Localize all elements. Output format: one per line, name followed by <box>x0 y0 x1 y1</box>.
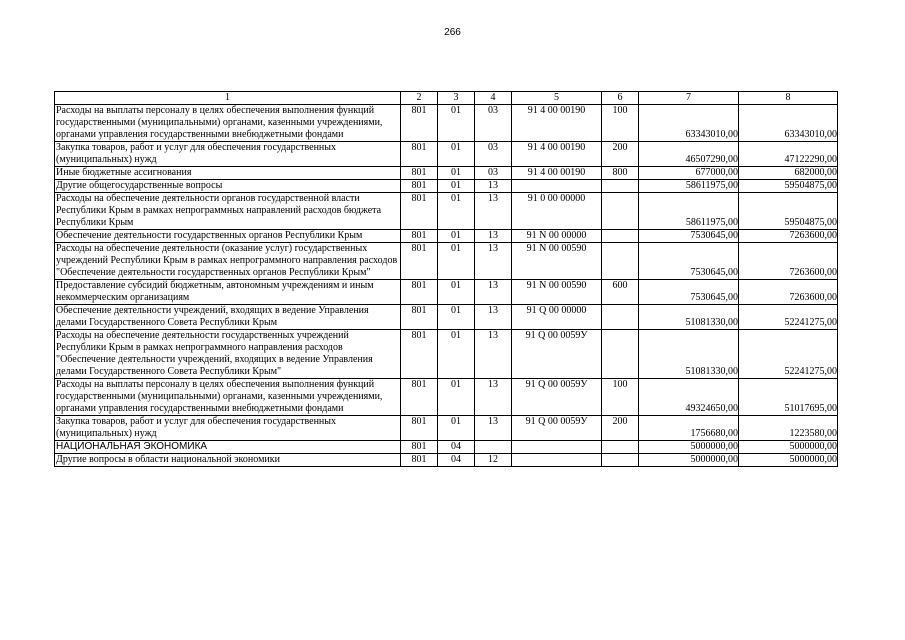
row-expense-type: 100 <box>602 105 639 142</box>
row-target-article: 91 Q 00 00000 <box>512 305 602 330</box>
row-expense-type <box>602 454 639 467</box>
row-section: 04 <box>438 454 475 467</box>
row-amount-year2: 7263600,00 <box>739 280 838 305</box>
row-target-article: 91 4 00 00190 <box>512 105 602 142</box>
table-row <box>55 441 838 454</box>
row-subsection: 03 <box>475 142 512 167</box>
table-row <box>55 105 838 142</box>
row-subsection <box>475 441 512 454</box>
row-name: НАЦИОНАЛЬНАЯ ЭКОНОМИКА <box>55 441 401 454</box>
table-row <box>55 416 838 441</box>
row-target-article: 91 Q 00 0059У <box>512 330 602 379</box>
column-header: 2 <box>401 92 438 105</box>
row-name: Предоставление субсидий бюджетным, автономным учреждениям и иным некоммерческим организациям <box>55 280 401 305</box>
column-header: 6 <box>602 92 639 105</box>
row-amount-year1: 63343010,00 <box>639 105 739 142</box>
row-expense-type: 200 <box>602 142 639 167</box>
row-amount-year1: 51081330,00 <box>639 330 739 379</box>
row-amount-year1: 49324650,00 <box>639 379 739 416</box>
table-row <box>55 243 838 280</box>
row-expense-type <box>602 330 639 379</box>
row-section: 01 <box>438 105 475 142</box>
row-name: Закупка товаров, работ и услуг для обеспечения государственных (муниципальных) нужд <box>55 142 401 167</box>
row-amount-year2: 51017695,00 <box>739 379 838 416</box>
column-header: 1 <box>55 92 401 105</box>
table-row <box>55 142 838 167</box>
row-expense-type <box>602 193 639 230</box>
page-number: 266 <box>444 27 461 38</box>
row-target-article: 91 N 00 00000 <box>512 230 602 243</box>
table-row <box>55 167 838 180</box>
row-amount-year2: 47122290,00 <box>739 142 838 167</box>
table-row <box>55 454 838 467</box>
row-section: 01 <box>438 142 475 167</box>
row-ved: 801 <box>401 230 438 243</box>
column-header: 4 <box>475 92 512 105</box>
row-target-article <box>512 441 602 454</box>
row-section: 01 <box>438 379 475 416</box>
row-amount-year2: 682000,00 <box>739 167 838 180</box>
row-subsection: 13 <box>475 416 512 441</box>
row-subsection: 13 <box>475 193 512 230</box>
row-section: 01 <box>438 416 475 441</box>
table-row <box>55 280 838 305</box>
row-target-article: 91 0 00 00000 <box>512 193 602 230</box>
row-ved: 801 <box>401 167 438 180</box>
row-amount-year2: 5000000,00 <box>739 454 838 467</box>
row-amount-year2: 7263600,00 <box>739 243 838 280</box>
row-ved: 801 <box>401 379 438 416</box>
row-subsection: 03 <box>475 105 512 142</box>
row-amount-year1: 46507290,00 <box>639 142 739 167</box>
row-ved: 801 <box>401 180 438 193</box>
row-ved: 801 <box>401 305 438 330</box>
row-amount-year2: 63343010,00 <box>739 105 838 142</box>
row-amount-year1: 51081330,00 <box>639 305 739 330</box>
row-target-article: 91 Q 00 0059У <box>512 379 602 416</box>
row-target-article <box>512 454 602 467</box>
row-expense-type <box>602 441 639 454</box>
row-section: 01 <box>438 243 475 280</box>
row-name: Иные бюджетные ассигнования <box>55 167 401 180</box>
row-name: Расходы на выплаты персоналу в целях обеспечения выполнения функций государственными (муниципальными) органами, казенными учреждениями, органами управления государственными внебюджетными фондами <box>55 379 401 416</box>
table-row <box>55 330 838 379</box>
row-subsection: 13 <box>475 330 512 379</box>
row-expense-type: 200 <box>602 416 639 441</box>
row-name: Обеспечение деятельности учреждений, входящих в ведение Управления делами Государственного Совета Республики Крым <box>55 305 401 330</box>
row-ved: 801 <box>401 142 438 167</box>
row-section: 01 <box>438 305 475 330</box>
row-amount-year2: 59504875,00 <box>739 193 838 230</box>
row-amount-year1: 7530645,00 <box>639 243 739 280</box>
row-ved: 801 <box>401 193 438 230</box>
header-row <box>55 92 838 105</box>
row-section: 01 <box>438 167 475 180</box>
row-amount-year1: 1756680,00 <box>639 416 739 441</box>
column-header: 7 <box>639 92 739 105</box>
column-header: 3 <box>438 92 475 105</box>
row-name: Расходы на обеспечение деятельности (оказание услуг) государственных учреждений Республики Крым в рамках непрограммного направления расходов "Обеспечение деятельности государственных органов Республики Крым" <box>55 243 401 280</box>
row-subsection: 13 <box>475 280 512 305</box>
row-amount-year2: 5000000,00 <box>739 441 838 454</box>
row-section: 01 <box>438 330 475 379</box>
row-target-article: 91 Q 00 0059У <box>512 416 602 441</box>
row-amount-year1: 5000000,00 <box>639 441 739 454</box>
row-section: 01 <box>438 230 475 243</box>
table-row <box>55 379 838 416</box>
row-section: 01 <box>438 193 475 230</box>
row-ved: 801 <box>401 243 438 280</box>
row-target-article <box>512 180 602 193</box>
row-expense-type <box>602 230 639 243</box>
row-target-article: 91 N 00 00590 <box>512 243 602 280</box>
column-header: 5 <box>512 92 602 105</box>
row-target-article: 91 4 00 00190 <box>512 142 602 167</box>
row-section: 04 <box>438 441 475 454</box>
row-amount-year2: 7263600,00 <box>739 230 838 243</box>
row-name: Расходы на обеспечение деятельности государственных учреждений Республики Крым в рамках непрограммного направления расходов "Обеспечение деятельности учреждений, входящих в ведение Управления делами Государственного Совета Республики Крым" <box>55 330 401 379</box>
row-amount-year2: 59504875,00 <box>739 180 838 193</box>
row-name: Расходы на обеспечение деятельности органов государственной власти Республики Крым в рамках непрограммных направлений расходов бюджета Республики Крым <box>55 193 401 230</box>
row-amount-year2: 52241275,00 <box>739 305 838 330</box>
row-subsection: 03 <box>475 167 512 180</box>
row-ved: 801 <box>401 330 438 379</box>
row-subsection: 13 <box>475 180 512 193</box>
row-amount-year1: 58611975,00 <box>639 193 739 230</box>
budget-table <box>54 91 838 467</box>
row-amount-year1: 7530645,00 <box>639 230 739 243</box>
row-amount-year1: 58611975,00 <box>639 180 739 193</box>
row-expense-type: 800 <box>602 167 639 180</box>
row-subsection: 13 <box>475 243 512 280</box>
row-section: 01 <box>438 180 475 193</box>
row-name: Другие вопросы в области национальной экономики <box>55 454 401 467</box>
row-expense-type <box>602 305 639 330</box>
table-row <box>55 193 838 230</box>
row-name: Закупка товаров, работ и услуг для обеспечения государственных (муниципальных) нужд <box>55 416 401 441</box>
row-target-article: 91 4 00 00190 <box>512 167 602 180</box>
column-header: 8 <box>739 92 838 105</box>
row-ved: 801 <box>401 105 438 142</box>
row-amount-year2: 52241275,00 <box>739 330 838 379</box>
row-subsection: 12 <box>475 454 512 467</box>
row-expense-type <box>602 180 639 193</box>
row-ved: 801 <box>401 454 438 467</box>
row-expense-type <box>602 243 639 280</box>
row-subsection: 13 <box>475 230 512 243</box>
row-expense-type: 600 <box>602 280 639 305</box>
row-subsection: 13 <box>475 305 512 330</box>
row-section: 01 <box>438 280 475 305</box>
table-row <box>55 305 838 330</box>
row-expense-type: 100 <box>602 379 639 416</box>
row-amount-year1: 7530645,00 <box>639 280 739 305</box>
row-subsection: 13 <box>475 379 512 416</box>
table-row <box>55 230 838 243</box>
row-ved: 801 <box>401 416 438 441</box>
row-amount-year1: 677000,00 <box>639 167 739 180</box>
row-name: Обеспечение деятельности государственных органов Республики Крым <box>55 230 401 243</box>
row-amount-year1: 5000000,00 <box>639 454 739 467</box>
row-name: Расходы на выплаты персоналу в целях обеспечения выполнения функций государственными (муниципальными) органами, казенными учреждениями, органами управления государственными внебюджетными фондами <box>55 105 401 142</box>
row-amount-year2: 1223580,00 <box>739 416 838 441</box>
row-ved: 801 <box>401 280 438 305</box>
row-name: Другие общегосударственные вопросы <box>55 180 401 193</box>
row-target-article: 91 N 00 00590 <box>512 280 602 305</box>
table-row <box>55 180 838 193</box>
row-ved: 801 <box>401 441 438 454</box>
